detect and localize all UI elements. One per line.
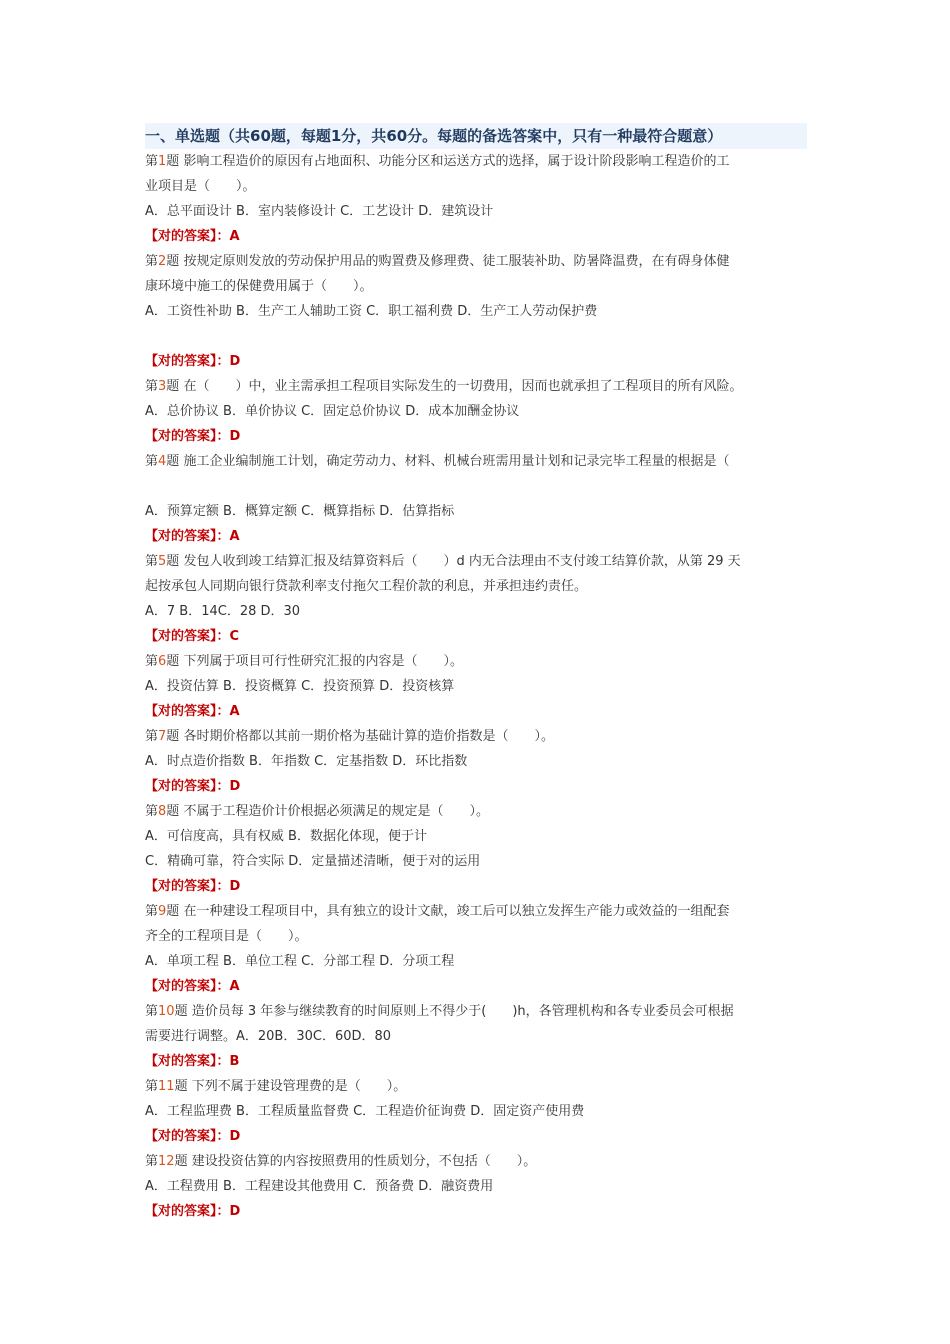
question-label-suffix: 题 [166, 154, 180, 169]
question-number: 1 [158, 154, 167, 169]
question-text: 在（ ）中，业主需承担工程项目实际发生的一切费用，因而也就承担了工程项目的所有风险。 [183, 379, 743, 394]
answer-line [145, 699, 807, 724]
answer-line [145, 224, 807, 249]
answer-value: B [229, 1054, 240, 1069]
options-line: A．工资性补助 B．生产工人辅助工资 C．职工福利费 D．生产工人劳动保护费 [145, 304, 598, 319]
question-number: 12 [158, 1154, 175, 1169]
question-number: 8 [158, 804, 167, 819]
question-label-prefix: 第 [145, 454, 159, 469]
answer-label: 【对的答案】： [145, 629, 230, 644]
question-text-line [145, 549, 807, 574]
answer-value: C [229, 629, 240, 644]
question-text: 发包人收到竣工结算汇报及结算资料后（ ）d 内无合法理由不支付竣工结算价款，从第 29 天 [183, 554, 741, 569]
question-text-line: 齐全的工程项目是（ ）。 [145, 929, 308, 944]
answer-label: 【对的答案】： [145, 879, 230, 894]
question-text: 不属于工程造价计价根据必须满足的规定是（ ）。 [183, 804, 489, 819]
answer-line [145, 774, 807, 799]
question-number: 5 [158, 554, 167, 569]
question-number: 10 [158, 1004, 175, 1019]
answer-label: 【对的答案】： [145, 354, 230, 369]
answer-label: 【对的答案】： [145, 1204, 230, 1219]
question-label-prefix: 第 [145, 729, 159, 744]
options-line: A．工程费用 B．工程建设其他费用 C．预备费 D．融资费用 [145, 1179, 494, 1194]
question-text-line [145, 1074, 807, 1099]
question-number: 6 [158, 654, 167, 669]
question-label-prefix: 第 [145, 379, 159, 394]
question-text: 影响工程造价的原因有占地面积、功能分区和运送方式的选择，属于设计阶段影响工程造价的工 [183, 154, 730, 169]
answer-value: A [229, 529, 240, 544]
question-text-line [145, 249, 807, 274]
question-text: 下列属于项目可行性研究汇报的内容是（ ）。 [183, 654, 463, 669]
question-item [145, 1149, 807, 1224]
question-label-prefix: 第 [145, 154, 159, 169]
question-label-prefix: 第 [145, 254, 159, 269]
question-label-prefix: 第 [145, 654, 159, 669]
question-label-prefix: 第 [145, 904, 159, 919]
question-list [145, 149, 807, 1224]
answer-label: 【对的答案】： [145, 779, 230, 794]
answer-value: D [229, 779, 241, 794]
answer-label: 【对的答案】： [145, 1129, 230, 1144]
answer-value: D [229, 429, 241, 444]
question-number: 7 [158, 729, 167, 744]
answer-line [145, 1124, 807, 1149]
question-text: 在一种建设工程项目中，具有独立的设计文献，竣工后可以独立发挥生产能力或效益的一组配套 [183, 904, 730, 919]
question-label-suffix: 题 [166, 904, 180, 919]
question-label-suffix: 题 [166, 729, 180, 744]
answer-label: 【对的答案】： [145, 429, 230, 444]
options-line: C．精确可靠，符合实际 D．定量描述清晰，便于对的运用 [145, 854, 481, 869]
document-content [145, 123, 807, 1224]
question-number: 2 [158, 254, 167, 269]
question-item [145, 374, 807, 449]
question-item [145, 724, 807, 799]
answer-line [145, 524, 807, 549]
question-text-line [145, 799, 807, 824]
answer-label: 【对的答案】： [145, 979, 230, 994]
question-number: 3 [158, 379, 167, 394]
question-label-suffix: 题 [166, 454, 180, 469]
answer-value: A [229, 704, 240, 719]
question-text: 下列不属于建设管理费的是（ ）。 [191, 1079, 407, 1094]
question-text-line: 康环境中施工的保健费用属于（ ）。 [145, 279, 373, 294]
question-number: 11 [158, 1079, 175, 1094]
answer-label: 【对的答案】： [145, 229, 230, 244]
question-label-suffix: 题 [166, 379, 180, 394]
question-label-suffix: 题 [174, 1004, 188, 1019]
question-label-prefix: 第 [145, 1154, 159, 1169]
answer-line [145, 349, 807, 374]
options-line: A．时点造价指数 B．年指数 C．定基指数 D．环比指数 [145, 754, 468, 769]
answer-value: D [229, 879, 241, 894]
options-line: A．预算定额 B．概算定额 C．概算指标 D．估算指标 [145, 504, 455, 519]
question-text-line: 起按承包人同期向银行贷款利率支付拖欠工程价款的利息，并承担违约责任。 [145, 579, 588, 594]
question-item [145, 649, 807, 724]
question-item [145, 149, 807, 249]
options-line: A．单项工程 B．单位工程 C．分部工程 D．分项工程 [145, 954, 455, 969]
section-title: 一、单选题（共60题，每题1分，共60分。每题的备选答案中，只有一种最符合题意） [145, 123, 807, 149]
question-text-line [145, 899, 807, 924]
answer-label: 【对的答案】： [145, 704, 230, 719]
question-label-suffix: 题 [166, 254, 180, 269]
question-text: 按规定原则发放的劳动保护用品的购置费及修理费、徒工服装补助、防暑降温费，在有碍身体健 [183, 254, 730, 269]
question-label-prefix: 第 [145, 1004, 159, 1019]
question-text: 施工企业编制施工计划，确定劳动力、材料、机械台班需用量计划和记录完毕工程量的根据是（ [183, 454, 730, 469]
answer-label: 【对的答案】： [145, 1054, 230, 1069]
question-label-suffix: 题 [166, 554, 180, 569]
question-text-line [145, 374, 807, 399]
question-text-line [145, 1149, 807, 1174]
question-item [145, 899, 807, 999]
answer-value: D [229, 354, 241, 369]
options-line: A．7 B．14C．28 D．30 [145, 604, 301, 619]
question-label-prefix: 第 [145, 554, 159, 569]
question-item [145, 999, 807, 1074]
answer-value: A [229, 979, 240, 994]
answer-line [145, 424, 807, 449]
question-label-suffix: 题 [166, 654, 180, 669]
question-text-line: 需要进行调整。A．20B．30C．60D．80 [145, 1029, 392, 1044]
question-number: 9 [158, 904, 167, 919]
options-line: A．工程监理费 B．工程质量监督费 C．工程造价征询费 D．固定资产使用费 [145, 1104, 585, 1119]
question-text: 造价员每 3 年参与继续教育的时间原则上不得少于( )h，各管理机构和各专业委员会可根据 [191, 1004, 734, 1019]
question-label-suffix: 题 [174, 1079, 188, 1094]
question-text-line: 业项目是（ ）。 [145, 179, 256, 194]
question-label-suffix: 题 [174, 1154, 188, 1169]
question-item [145, 1074, 807, 1149]
question-label-prefix: 第 [145, 804, 159, 819]
question-item [145, 249, 807, 374]
answer-line [145, 1049, 807, 1074]
question-label-prefix: 第 [145, 1079, 159, 1094]
question-text-line [145, 999, 807, 1024]
question-text: 建设投资估算的内容按照费用的性质划分，不包括（ ）。 [191, 1154, 537, 1169]
answer-line [145, 624, 807, 649]
options-line: A．总价协议 B．单价协议 C．固定总价协议 D．成本加酬金协议 [145, 404, 520, 419]
question-text-line [145, 149, 807, 174]
blank-line [145, 324, 807, 349]
question-item [145, 549, 807, 649]
blank-line [145, 474, 807, 499]
answer-line [145, 974, 807, 999]
question-item [145, 449, 807, 549]
options-line: A．可信度高，具有权威 B．数据化体现，便于计 [145, 829, 427, 844]
answer-value: D [229, 1204, 241, 1219]
answer-line [145, 1199, 807, 1224]
answer-value: D [229, 1129, 241, 1144]
question-text: 各时期价格都以其前一期价格为基础计算的造价指数是（ ）。 [183, 729, 554, 744]
answer-line [145, 874, 807, 899]
question-label-suffix: 题 [166, 804, 180, 819]
question-text-line [145, 649, 807, 674]
question-text-line [145, 449, 807, 474]
options-line: A．投资估算 B．投资概算 C．投资预算 D．投资核算 [145, 679, 455, 694]
options-line: A．总平面设计 B．室内装修设计 C．工艺设计 D．建筑设计 [145, 204, 494, 219]
question-text-line [145, 724, 807, 749]
question-number: 4 [158, 454, 167, 469]
answer-value: A [229, 229, 240, 244]
question-item [145, 799, 807, 899]
answer-label: 【对的答案】： [145, 529, 230, 544]
